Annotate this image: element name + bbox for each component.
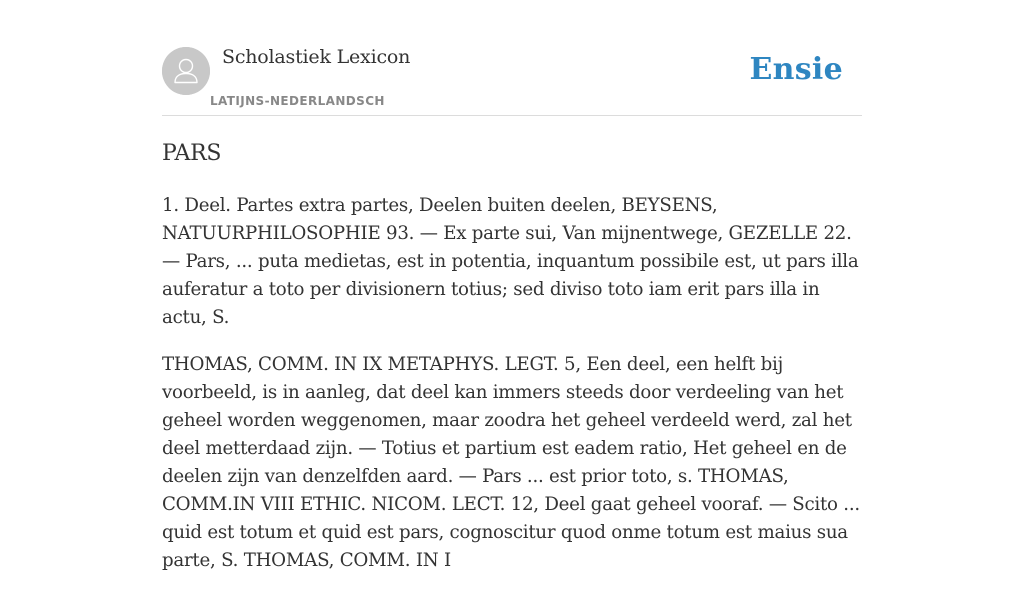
brand-logo[interactable]: Ensie bbox=[749, 52, 843, 87]
entry-title: PARS bbox=[162, 141, 222, 166]
entry-body bbox=[162, 192, 868, 594]
lexicon-title[interactable]: Scholastiek Lexicon bbox=[222, 46, 411, 68]
avatar[interactable] bbox=[162, 47, 210, 95]
lexicon-subtitle: LATIJNS-NEDERLANDSCH bbox=[210, 94, 385, 108]
entry-paragraph: THOMAS, COMM. IN IX METAPHYS. LEGT. 5, Een deel, een helft bij voorbeeld, is in aanleg, dat deel kan immers steeds door verdeeling van het geheel worden weggenomen, maar zoodra het geheel verdeeld werd, zal het deel metterdaad zijn. — Totius et partium est eadem ratio, Het geheel en de deelen zijn van denzelfden aard. — Pars ... est prior toto, s. THOMAS, COMM.IN VIII ETHIC. NICOM. LECT. 12, Deel gaat geheel vooraf. — Scito ... quid est totum et quid est pars, cognoscitur quod onme totum est maius sua parte, S. THOMAS, COMM. IN I bbox=[162, 354, 860, 571]
content-column bbox=[162, 0, 862, 571]
user-icon bbox=[162, 47, 210, 95]
header bbox=[162, 0, 862, 116]
entry-paragraph: 1. Deel. Partes extra partes, Deelen buiten deelen, BEYSENS, NATUURPHILOSOPHIE 93. — Ex parte sui, Van mijnentwege, GEZELLE 22. — Pars, ... puta medietas, est in potentia, inquantum possibile est, ut pars illa auferatur a toto per divisionern totius; sed diviso toto iam erit pars illa in actu, S. bbox=[162, 195, 859, 328]
